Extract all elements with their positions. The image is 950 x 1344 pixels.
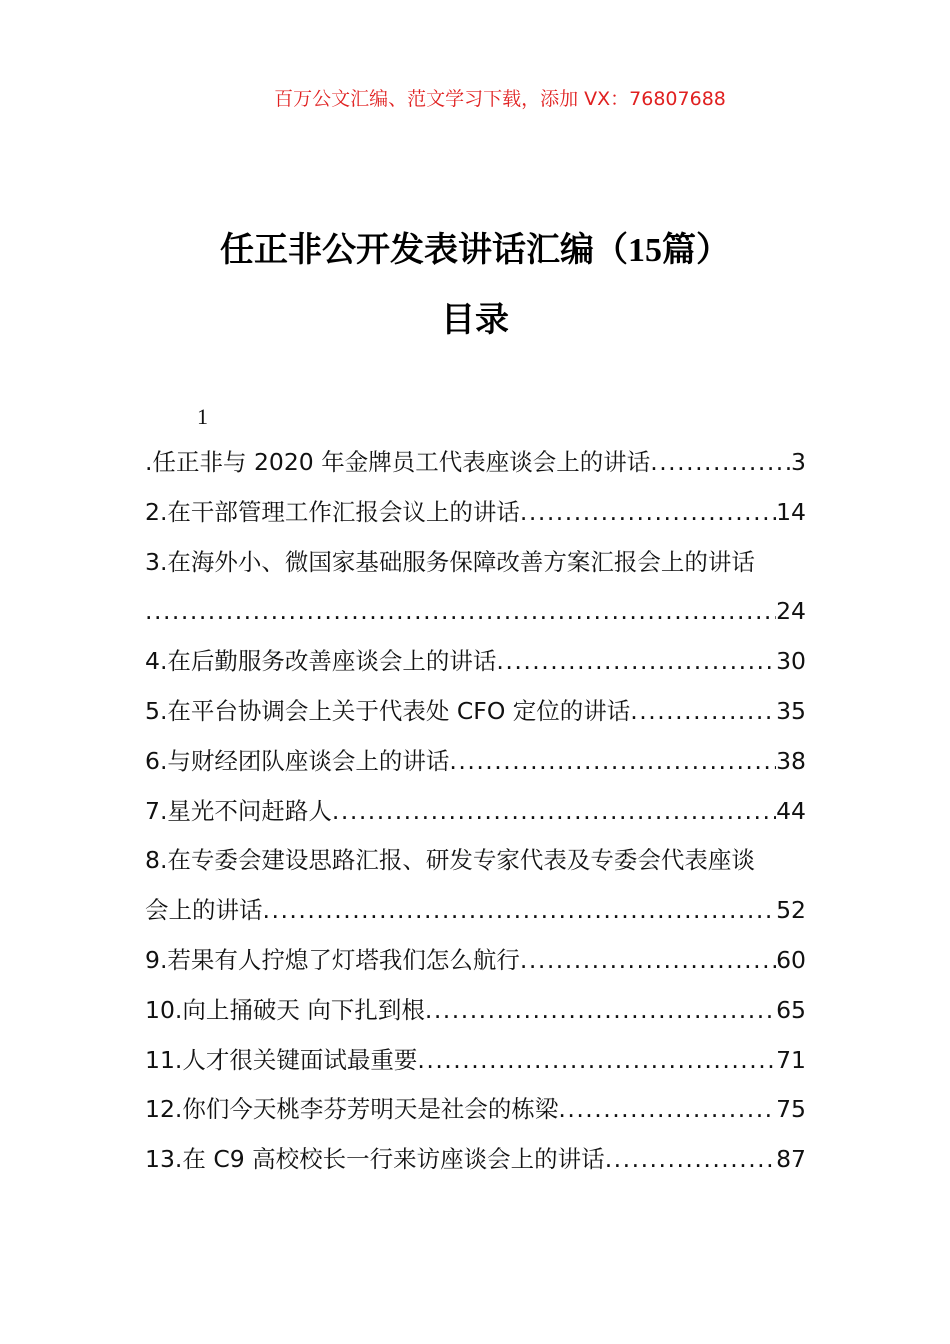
toc-entry[interactable] [145,643,806,693]
toc-entry-title: 2.在干部管理工作汇报会议上的讲话 [145,497,520,526]
toc-entry-title: .任正非与 2020 年金牌员工代表座谈会上的讲话 [145,448,651,476]
toc-entry[interactable] [145,892,806,942]
leader-dots [630,693,776,743]
leader-dots [332,793,776,843]
toc-entry-page: 60 [776,945,806,974]
toc-entry-page: 71 [776,1045,806,1074]
toc-entry-title: 9.若果有人拧熄了灯塔我们怎么航行 [145,945,520,974]
leader-dots [145,593,776,643]
toc-entry-page: 30 [776,647,806,676]
toc-entry-page: 75 [776,1095,806,1124]
toc-first-number: 1 [197,404,208,429]
leader-dots [558,1091,776,1141]
toc-entry[interactable] [145,793,806,843]
toc-entry-page: 35 [776,696,806,725]
toc-entry-page: 87 [776,1145,806,1174]
leader-dots [520,494,776,544]
toc-entry-title: 8.在专委会建设思路汇报、研发专家代表及专委会代表座谈 [145,846,755,875]
toc-entry-title: 12.你们今天桃李芬芳明天是社会的栋梁 [145,1095,559,1124]
toc-entry-page: 14 [776,497,806,526]
title-main: 任正非公开发表讲话汇编（ [220,230,628,270]
leader-dots [425,992,776,1042]
toc-entry[interactable] [145,693,806,743]
toc-entry[interactable] [145,544,806,594]
toc-entry-page: 3 [791,448,806,476]
toc-entry[interactable] [145,842,806,892]
toc-entry[interactable] [145,942,806,992]
toc-entry-title: 4.在后勤服务改善座谈会上的讲话 [145,647,497,676]
leader-dots [263,892,777,942]
toc-entry-page: 65 [776,995,806,1024]
toc-heading: 目录 [441,300,509,340]
document-title [0,222,950,271]
toc-entry-title: 6.与财经团队座谈会上的讲话 [145,746,450,775]
leader-dots [417,1042,776,1092]
leader-dots [496,643,776,693]
toc-entry-page: 52 [776,896,806,925]
toc-entry-title: 11.人才很关键面试最重要 [145,1045,418,1074]
leader-dots [449,743,776,793]
toc-entry[interactable] [145,992,806,1042]
toc-entry-page: 44 [776,796,806,825]
leader-dots [605,1141,776,1191]
watermark-banner: 百万公文汇编、范文学习下载，添加 VX：76807688 [274,88,726,110]
toc-entry[interactable] [145,743,806,793]
toc-entry-title: 13.在 C9 高校校长一行来访座谈会上的讲话 [145,1145,605,1174]
title-suffix: 篇） [662,230,730,270]
toc-entry[interactable] [145,444,806,494]
leader-dots [650,444,791,494]
leader-dots [520,942,776,992]
toc-entry-title: 3.在海外小、微国家基础服务保障改善方案汇报会上的讲话 [145,547,755,576]
toc-entry-page: 24 [776,597,806,626]
toc-entry-title: 10.向上捅破天 向下扎到根 [145,995,425,1024]
toc-entry[interactable] [145,1091,806,1141]
toc-entry[interactable] [145,1141,806,1191]
toc-entry-title: 5.在平台协调会上关于代表处 CFO 定位的讲话 [145,696,631,725]
table-of-contents [145,400,806,1191]
toc-entry[interactable] [145,1042,806,1092]
toc-entry[interactable] [145,593,806,643]
toc-entry-title: 7.星光不问赶路人 [145,796,332,825]
toc-entry[interactable] [145,494,806,544]
toc-entry-page: 38 [776,746,806,775]
toc-entry-title: 会上的讲话 [145,896,263,925]
title-count: 15 [628,232,662,269]
